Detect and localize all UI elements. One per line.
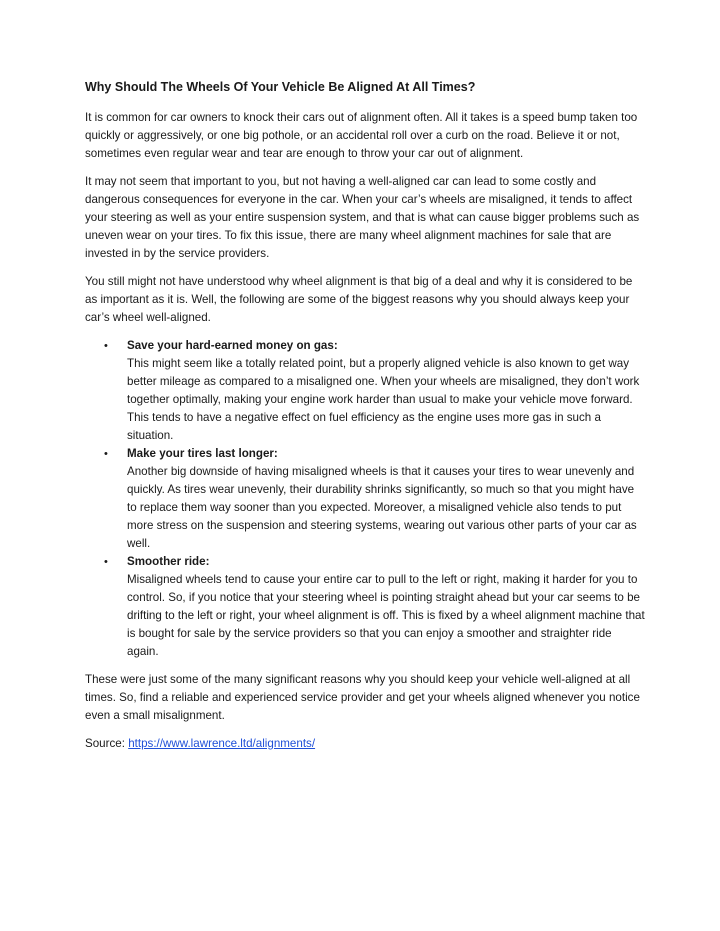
bullet-icon: •	[104, 556, 108, 568]
document-title: Why Should The Wheels Of Your Vehicle Be Aligned At All Times?	[85, 80, 476, 94]
source-line	[85, 735, 645, 753]
bullet-icon: •	[104, 340, 108, 352]
bullet-icon: •	[104, 448, 108, 460]
source-link[interactable]: https://www.lawrence.ltd/alignments/	[128, 737, 316, 750]
list-item-heading: Smoother ride:	[127, 555, 210, 568]
paragraph-closing: These were just some of the many significant reasons why you should keep your vehicle well-aligned at all times. So, find a reliable and experienced service provider and get your wheels aligned whenever you notice even a small misalignment.	[85, 673, 640, 722]
list-item-body: This might seem like a totally related point, but a properly aligned vehicle is also known to get way better mileage as compared to a misaligned one. When your wheels are misaligned, they don’t work together optimally, making your engine work harder than usual to make your vehicle move forward. This tends to have a negative effect on fuel efficiency as the engine uses more gas in such a situation.	[127, 357, 640, 442]
reasons-list	[85, 337, 645, 661]
list-item-body: Another big downside of having misaligned wheels is that it causes your tires to wear unevenly and quickly. As tires wear unevenly, their durability shrinks significantly, so much so that you might have to replace them way sooner than you expected. Moreover, a misaligned vehicle also tends to put more stress on the suspension and steering systems, wearing out various other parts of your car as well.	[127, 465, 637, 550]
paragraph-consequences: It may not seem that important to you, but not having a well-aligned car can lead to some costly and dangerous consequences for everyone in the car. When your car’s wheels are misaligned, it tends to affect your steering as well as your entire suspension system, and that is what can cause bigger problems such as uneven wear on your tires. To fix this issue, there are many wheel alignment machines for sale that are invested in by the service providers.	[85, 175, 640, 260]
paragraph-intro: It is common for car owners to knock their cars out of alignment often. All it takes is a speed bump taken too quickly or aggressively, or one big pothole, or an accidental roll over a curb on the road. Believe it or not, sometimes even regular wear and tear are enough to throw your car out of alignment.	[85, 111, 638, 160]
paragraph-reasons-lead: You still might not have understood why wheel alignment is that big of a deal and why it is considered to be as important as it is. Well, the following are some of the biggest reasons why you should always keep your car’s wheel well-aligned.	[85, 275, 633, 324]
source-label: Source:	[85, 737, 129, 750]
list-item-ride	[85, 553, 645, 661]
list-item-gas	[85, 337, 645, 445]
list-item-body: Misaligned wheels tend to cause your entire car to pull to the left or right, making it harder for you to control. So, if you notice that your steering wheel is pointing straight ahead but your car seems to be drifting to the left or right, your wheel alignment is off. This is fixed by a wheel alignment machine that is bought for sale by the service providers so that you can enjoy a smoother and straighter ride again.	[127, 573, 645, 658]
list-item-heading: Save your hard-earned money on gas:	[127, 339, 338, 352]
list-item-heading: Make your tires last longer:	[127, 447, 278, 460]
list-item-tires	[85, 445, 645, 553]
document-page	[85, 78, 645, 763]
